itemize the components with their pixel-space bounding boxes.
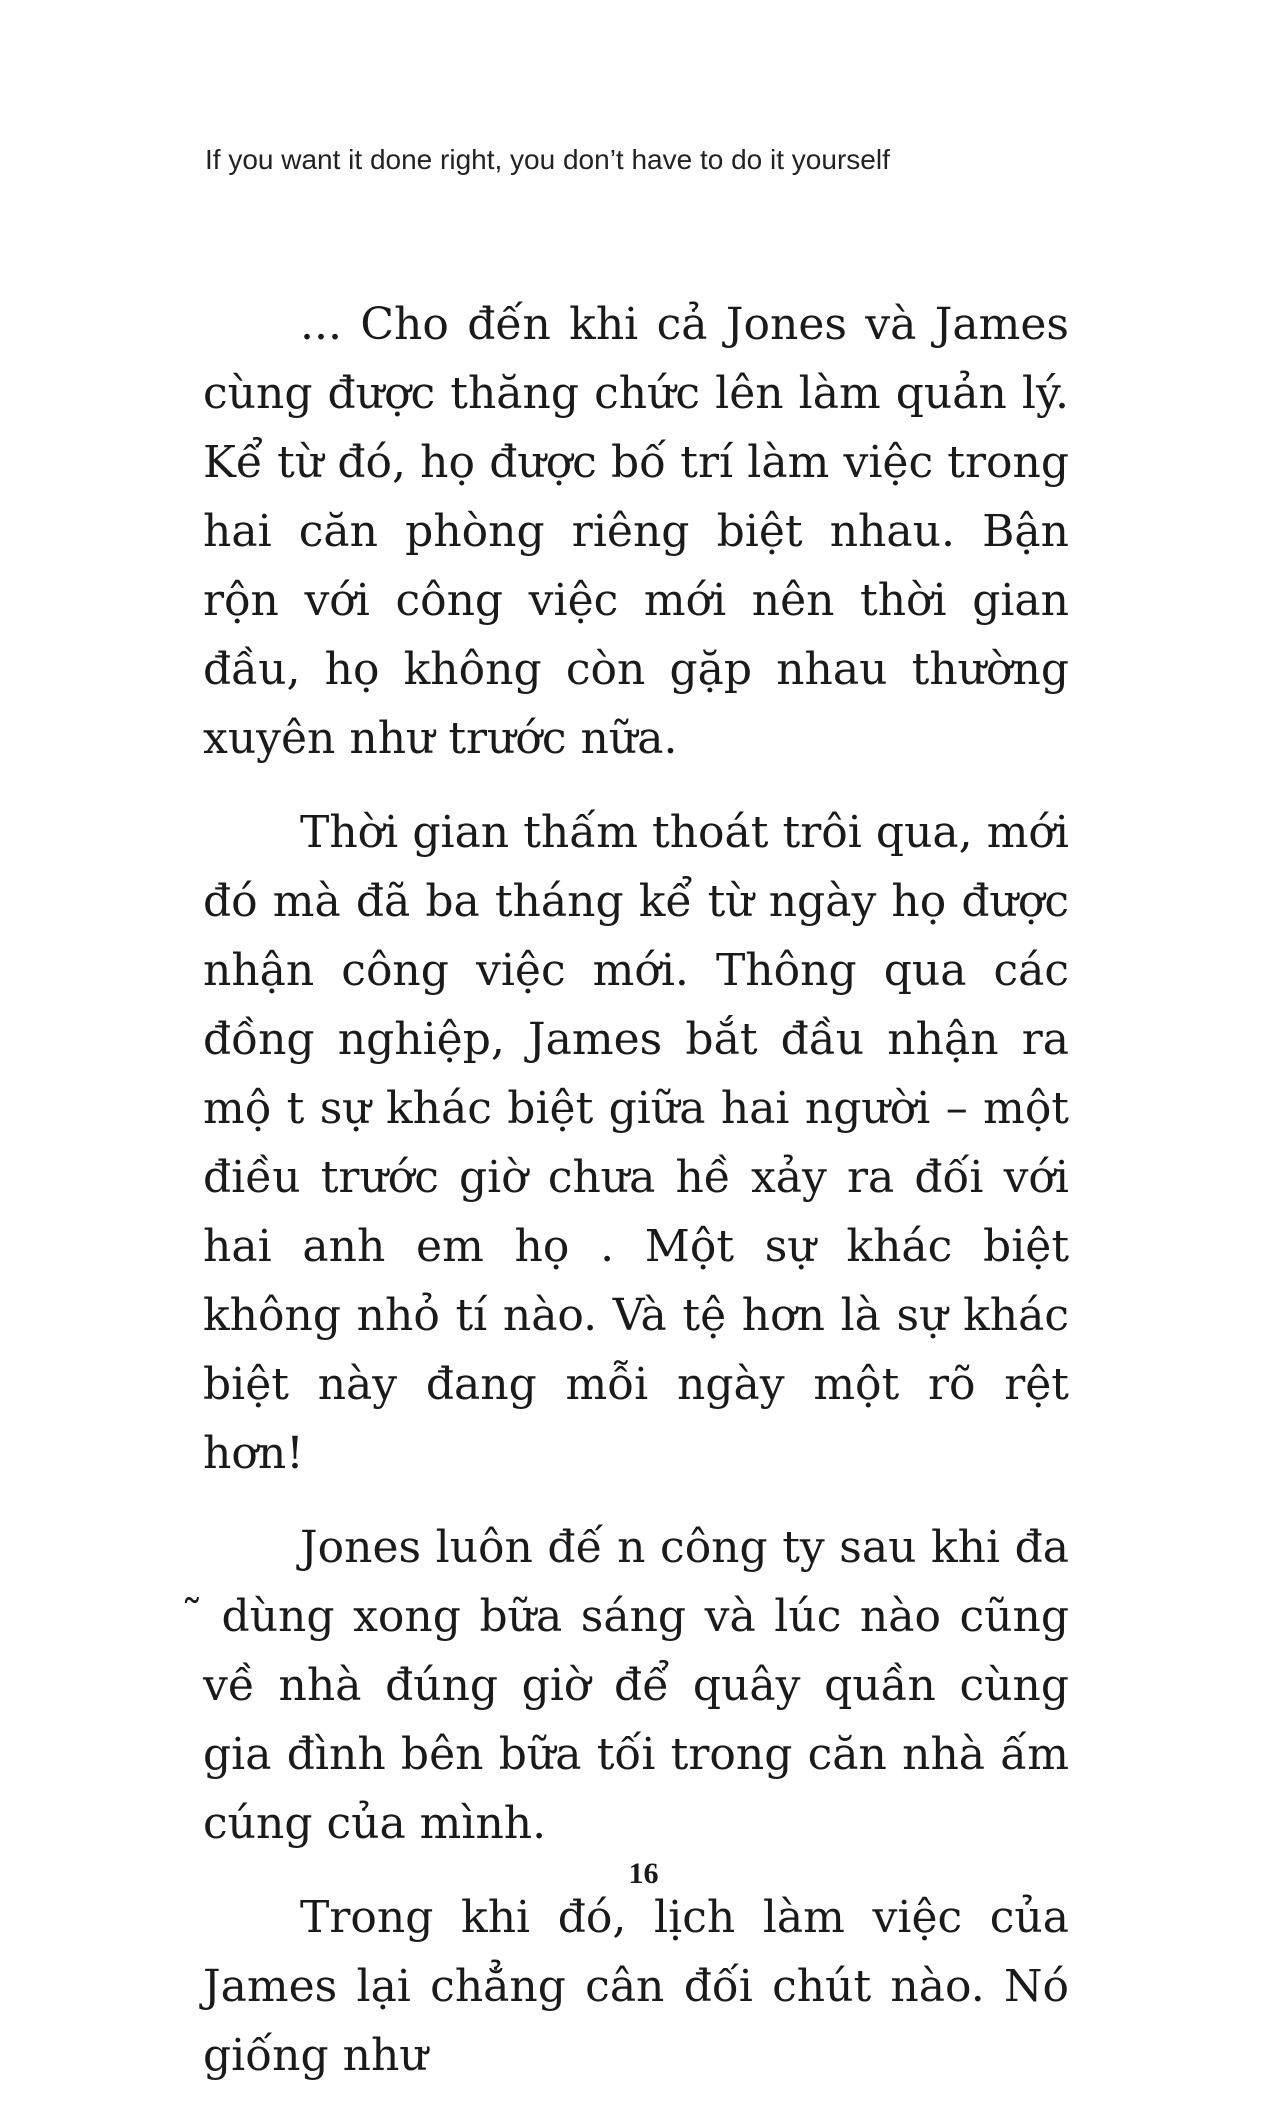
paragraph-2: Thời gian thấm thoát trôi qua, mới đó mà đã ba tháng kể từ ngày họ được nhận công việc mới. Thông qua các đồng nghiệp, James bắt đầu nhận ra mộ t sự khác biệt giữa hai người – một điều trước giờ chưa hề xảy ra đối với hai anh em họ . Một sự khác biệt không nhỏ tí nào. Và tệ hơn là sự khác biệt này đang mỗi ngày một rõ rệt hơn! xyxy=(203,807,1069,1479)
paragraph-1: ... Cho đến khi cả Jones và James cùng được thăng chức lên làm quản lý. Kể từ đó, họ được bố trí làm việc trong hai căn phòng riêng biệt nhau. Bận rộn với công việc mới nên thời gian đầu, họ không còn gặp nhau thường xuyên như trước nữa. xyxy=(203,299,1069,764)
page-number: 16 xyxy=(628,1857,659,1890)
paragraph-4: Trong khi đó, lịch làm việc của James lại chẳng cân đối chút nào. Nó giống như xyxy=(203,1892,1069,2081)
paragraph-3: Jones luôn đế n công ty sau khi đa ̃ dùng xong bữa sáng và lúc nào cũng về nhà đúng giờ để quây quần cùng gia đình bên bữa tối trong căn nhà ấm cúng của mình. xyxy=(203,1522,1069,1849)
body-text xyxy=(203,290,1069,2115)
running-header: If you want it done right, you don’t have to do it yourself xyxy=(205,144,890,175)
